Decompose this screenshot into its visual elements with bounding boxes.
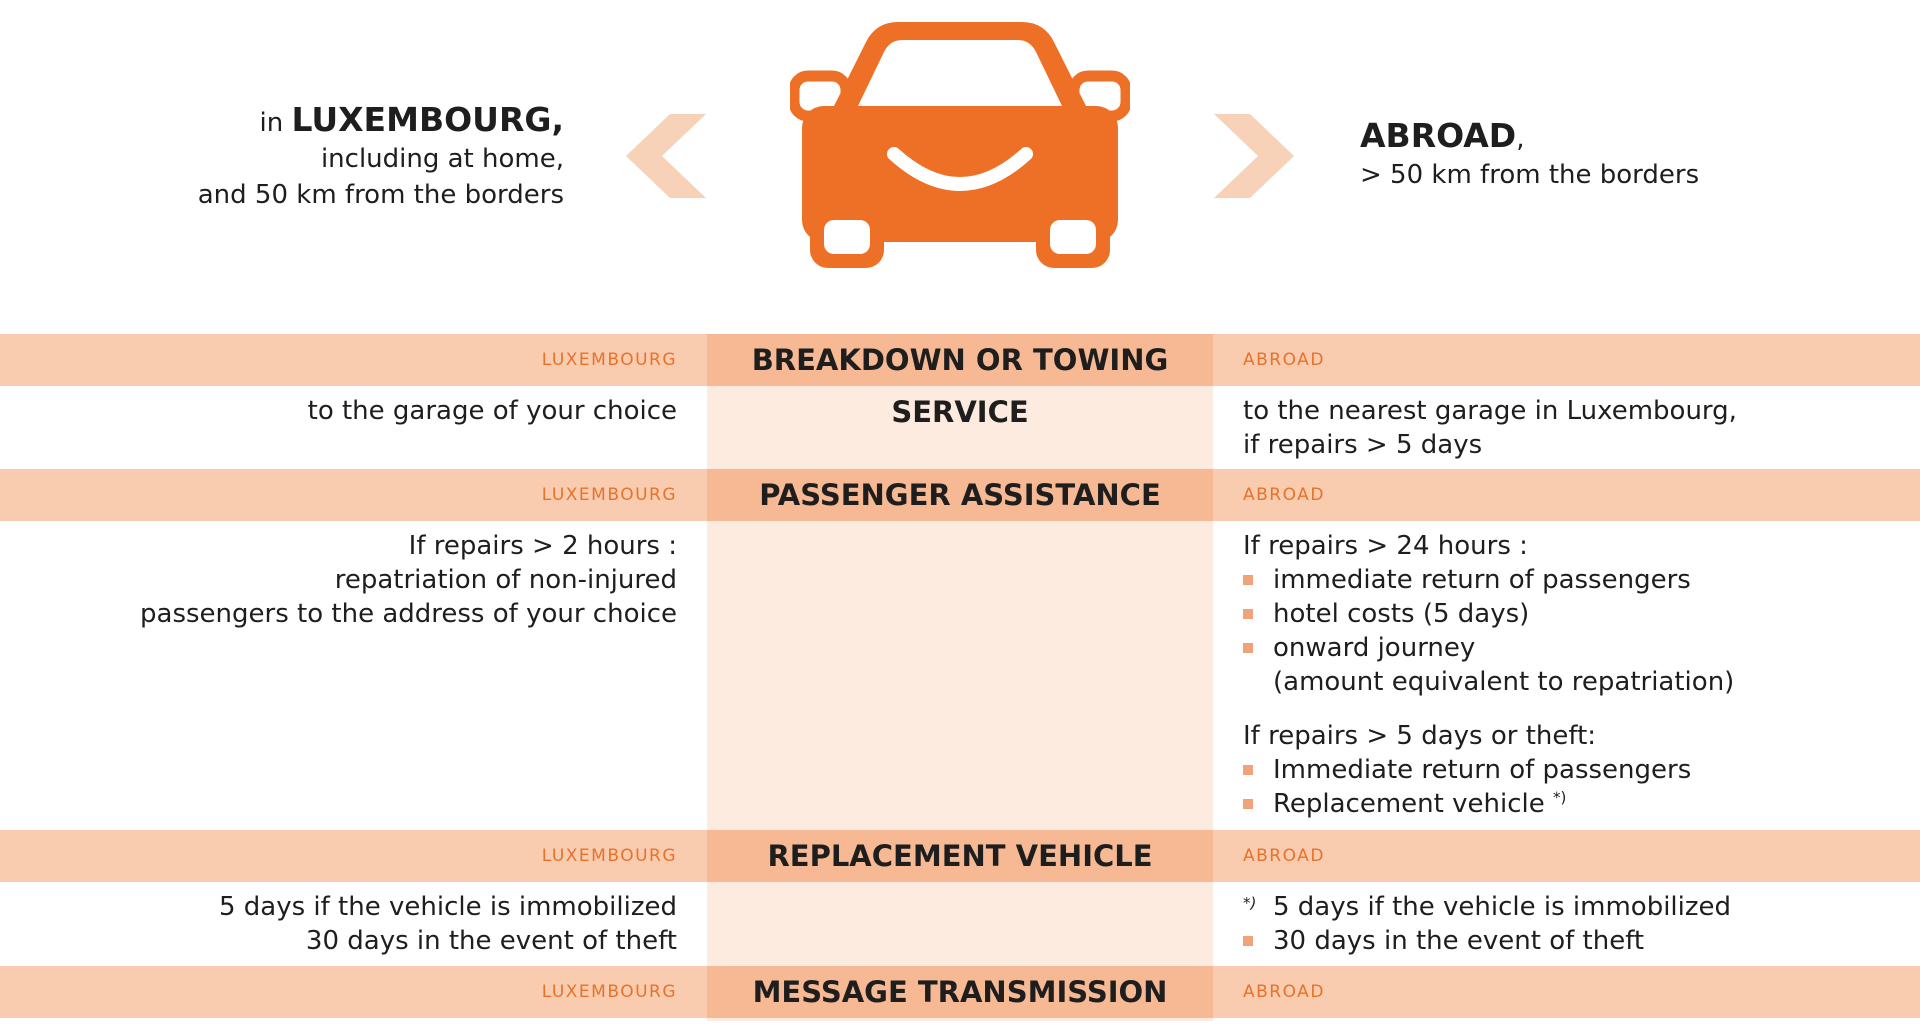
abroad-text: to the nearest garage in Luxembourg, if repairs > 5 days <box>1243 396 1737 460</box>
section-title-towing: BREAKDOWN OR TOWING SERVICE <box>751 343 1169 429</box>
tag-luxembourg: LUXEMBOURG <box>541 485 677 505</box>
coverage-table <box>0 334 1920 1018</box>
lux-prefix: in <box>259 108 284 138</box>
bullet-square-icon <box>1243 643 1253 653</box>
bullet-square-icon <box>1243 765 1253 775</box>
section-title-message: MESSAGE TRANSMISSION <box>752 975 1168 1009</box>
lux-line-2: including at home, <box>320 144 564 174</box>
abroad-heading <box>1360 118 1699 193</box>
list-item: hotel costs (5 days) <box>1243 597 1734 631</box>
list-item: Immediate return of passengers <box>1243 753 1734 787</box>
list-item: *) 5 days if the vehicle is immobilized <box>1243 890 1731 924</box>
tag-abroad: ABROAD <box>1243 350 1325 370</box>
luxembourg-heading <box>198 102 564 213</box>
tag-abroad: ABROAD <box>1243 846 1325 866</box>
tag-luxembourg: LUXEMBOURG <box>541 846 677 866</box>
section-row-towing <box>0 386 1920 469</box>
lux-comma: , <box>551 100 564 139</box>
section-title-replacement: REPLACEMENT VEHICLE <box>767 839 1153 873</box>
abroad-comma: , <box>1516 124 1525 154</box>
arrow-left-icon <box>624 114 708 198</box>
lux-line-3: and 50 km from the borders <box>197 180 564 210</box>
abroad-text <box>1243 890 1731 958</box>
tag-abroad: ABROAD <box>1243 485 1325 505</box>
lux-text: 5 days if the vehicle is immobilized 30 days in the event of theft <box>218 892 677 956</box>
section-band-replacement <box>0 830 1920 882</box>
bullet-square-icon <box>1243 609 1253 619</box>
footnote-mark: *) <box>1552 788 1567 807</box>
tag-abroad: ABROAD <box>1243 982 1325 1002</box>
car-front-icon <box>790 14 1130 270</box>
list-item: onward journey <box>1243 631 1734 665</box>
abroad-line-2: > 50 km from the borders <box>1360 160 1700 190</box>
lux-text: If repairs > 2 hours : repatriation of non-injured passengers to the address of your choice <box>140 531 677 629</box>
bullet-square-icon <box>1243 575 1253 585</box>
arrow-right-icon <box>1212 114 1296 198</box>
tag-luxembourg: LUXEMBOURG <box>541 982 677 1002</box>
section-row-passenger <box>0 521 1920 830</box>
bullet-square-icon <box>1243 936 1253 946</box>
lux-text: to the garage of your choice <box>307 396 677 426</box>
section-row-replacement <box>0 882 1920 966</box>
abroad-title: ABROAD <box>1360 116 1517 155</box>
abroad-text: If repairs > 24 hours : immediate return of passengers hotel costs (5 days) onward journey (amount equivalent to repatriation) If repairs > 5 days or theft: Immediate return of passengers Replacement vehicle *) <box>1243 531 1735 819</box>
section-title-passenger: PASSENGER ASSISTANCE <box>759 478 1161 512</box>
section-band-message <box>0 966 1920 1018</box>
lux-title: LUXEMBOURG <box>291 100 552 139</box>
hero-header <box>0 0 1920 330</box>
list-item: immediate return of passengers <box>1243 563 1734 597</box>
footnote-mark: *) <box>1243 894 1257 912</box>
section-band-passenger <box>0 469 1920 521</box>
tag-luxembourg: LUXEMBOURG <box>541 350 677 370</box>
bullet-square-icon <box>1243 799 1253 809</box>
list-item: Replacement vehicle *) <box>1243 787 1734 821</box>
list-item: 30 days in the event of theft <box>1243 924 1731 958</box>
